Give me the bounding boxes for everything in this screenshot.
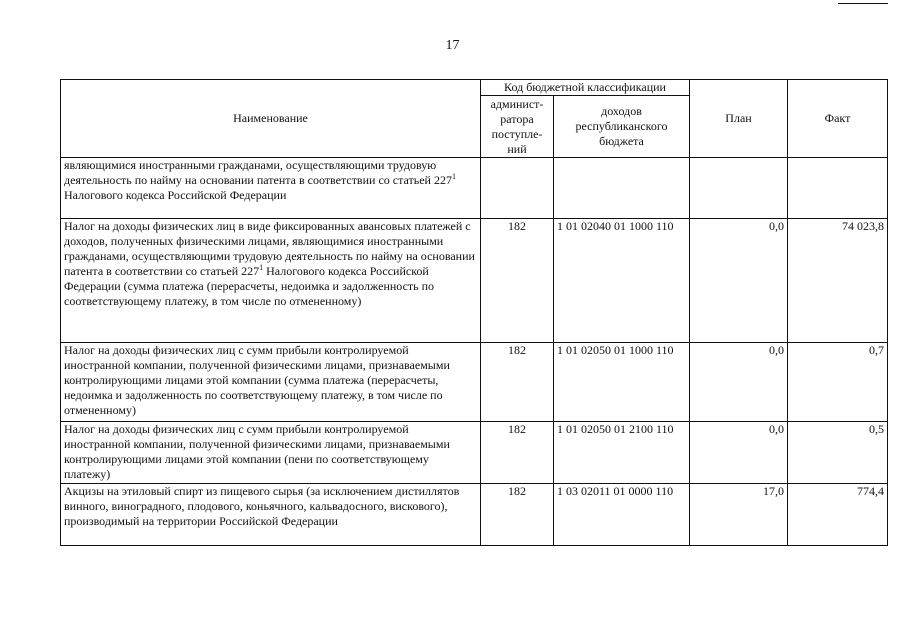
row-name <box>61 158 481 219</box>
table-row <box>61 219 888 343</box>
article-superscript: 1 <box>451 172 456 181</box>
page-number: 17 <box>445 38 460 53</box>
article-superscript: 1 <box>259 263 264 272</box>
top-corner-line <box>838 0 888 4</box>
header-plan: План <box>690 80 788 158</box>
table-row <box>61 343 888 422</box>
row-admin-code: 182 <box>481 422 554 484</box>
row-name-text: являющимися иностранными гражданами, осуществляющими трудовую деятельность по найму на основании патента в соответствии со статьей 227 <box>64 158 452 187</box>
row-budget-code: 1 03 02011 01 0000 110 <box>554 484 690 546</box>
row-plan: 0,0 <box>690 343 788 422</box>
row-admin-code: 182 <box>481 343 554 422</box>
header-fact: Факт <box>788 80 888 158</box>
budget-table <box>60 79 888 546</box>
header-budget-classification-code: Код бюджетной классификации <box>481 80 690 96</box>
row-fact: 0,7 <box>788 343 888 422</box>
row-budget-code <box>554 158 690 219</box>
row-name-text-continued: Налогового кодекса Российской Федерации <box>64 188 287 202</box>
row-name <box>61 219 481 343</box>
row-name-text: Налог на доходы физических лиц с сумм прибыли контролируемой иностранной компании, полученной физическими лицами, признаваемыми контролирующими лицами этой компании (сумма платежа (перерасчеты, недоимка и задолженность по соответствующему платежу, в том числе по отмененному) <box>64 343 450 417</box>
row-name-text: Акцизы на этиловый спирт из пищевого сырья (за исключением дистиллятов винного, виноградного, плодового, коньячного, кальвадосного, вискового), производимый на территории Российской Федерации <box>64 484 460 528</box>
row-plan <box>690 158 788 219</box>
table-row <box>61 484 888 546</box>
header-administrator: админист-ратора поступле-ний <box>481 96 554 158</box>
row-admin-code: 182 <box>481 219 554 343</box>
row-budget-code: 1 01 02040 01 1000 110 <box>554 219 690 343</box>
row-name <box>61 422 481 484</box>
row-admin-code <box>481 158 554 219</box>
table-row <box>61 422 888 484</box>
row-name <box>61 343 481 422</box>
row-budget-code: 1 01 02050 01 1000 110 <box>554 343 690 422</box>
table-body <box>61 158 888 546</box>
header-republican-budget-income: доходов республиканского бюджета <box>554 96 690 158</box>
row-plan: 0,0 <box>690 219 788 343</box>
row-fact: 774,4 <box>788 484 888 546</box>
row-plan: 0,0 <box>690 422 788 484</box>
row-admin-code: 182 <box>481 484 554 546</box>
table-row <box>61 158 888 219</box>
row-budget-code: 1 01 02050 01 2100 110 <box>554 422 690 484</box>
row-plan: 17,0 <box>690 484 788 546</box>
row-name <box>61 484 481 546</box>
row-name-text: Налог на доходы физических лиц с сумм прибыли контролируемой иностранной компании, полученной физическими лицами, признаваемыми контролирующими лицами этой компании (пени по соответствующему платежу) <box>64 422 450 481</box>
row-name-text: Налог на доходы физических лиц в виде фиксированных авансовых платежей с доходов, полученных физическими лицами, являющимися иностранными гражданами, осуществляющими трудовую деятельность по найму на основании патента в соответствии со статьей 227 <box>64 219 475 278</box>
row-fact: 74 023,8 <box>788 219 888 343</box>
row-fact: 0,5 <box>788 422 888 484</box>
header-name: Наименование <box>61 80 481 158</box>
row-name-text-continued: Налогового кодекса Российской Федерации (сумма платежа (перерасчеты, недоимка и задолженность по соответствующему платежу, в том числе по отмененному) <box>64 264 435 308</box>
row-fact <box>788 158 888 219</box>
